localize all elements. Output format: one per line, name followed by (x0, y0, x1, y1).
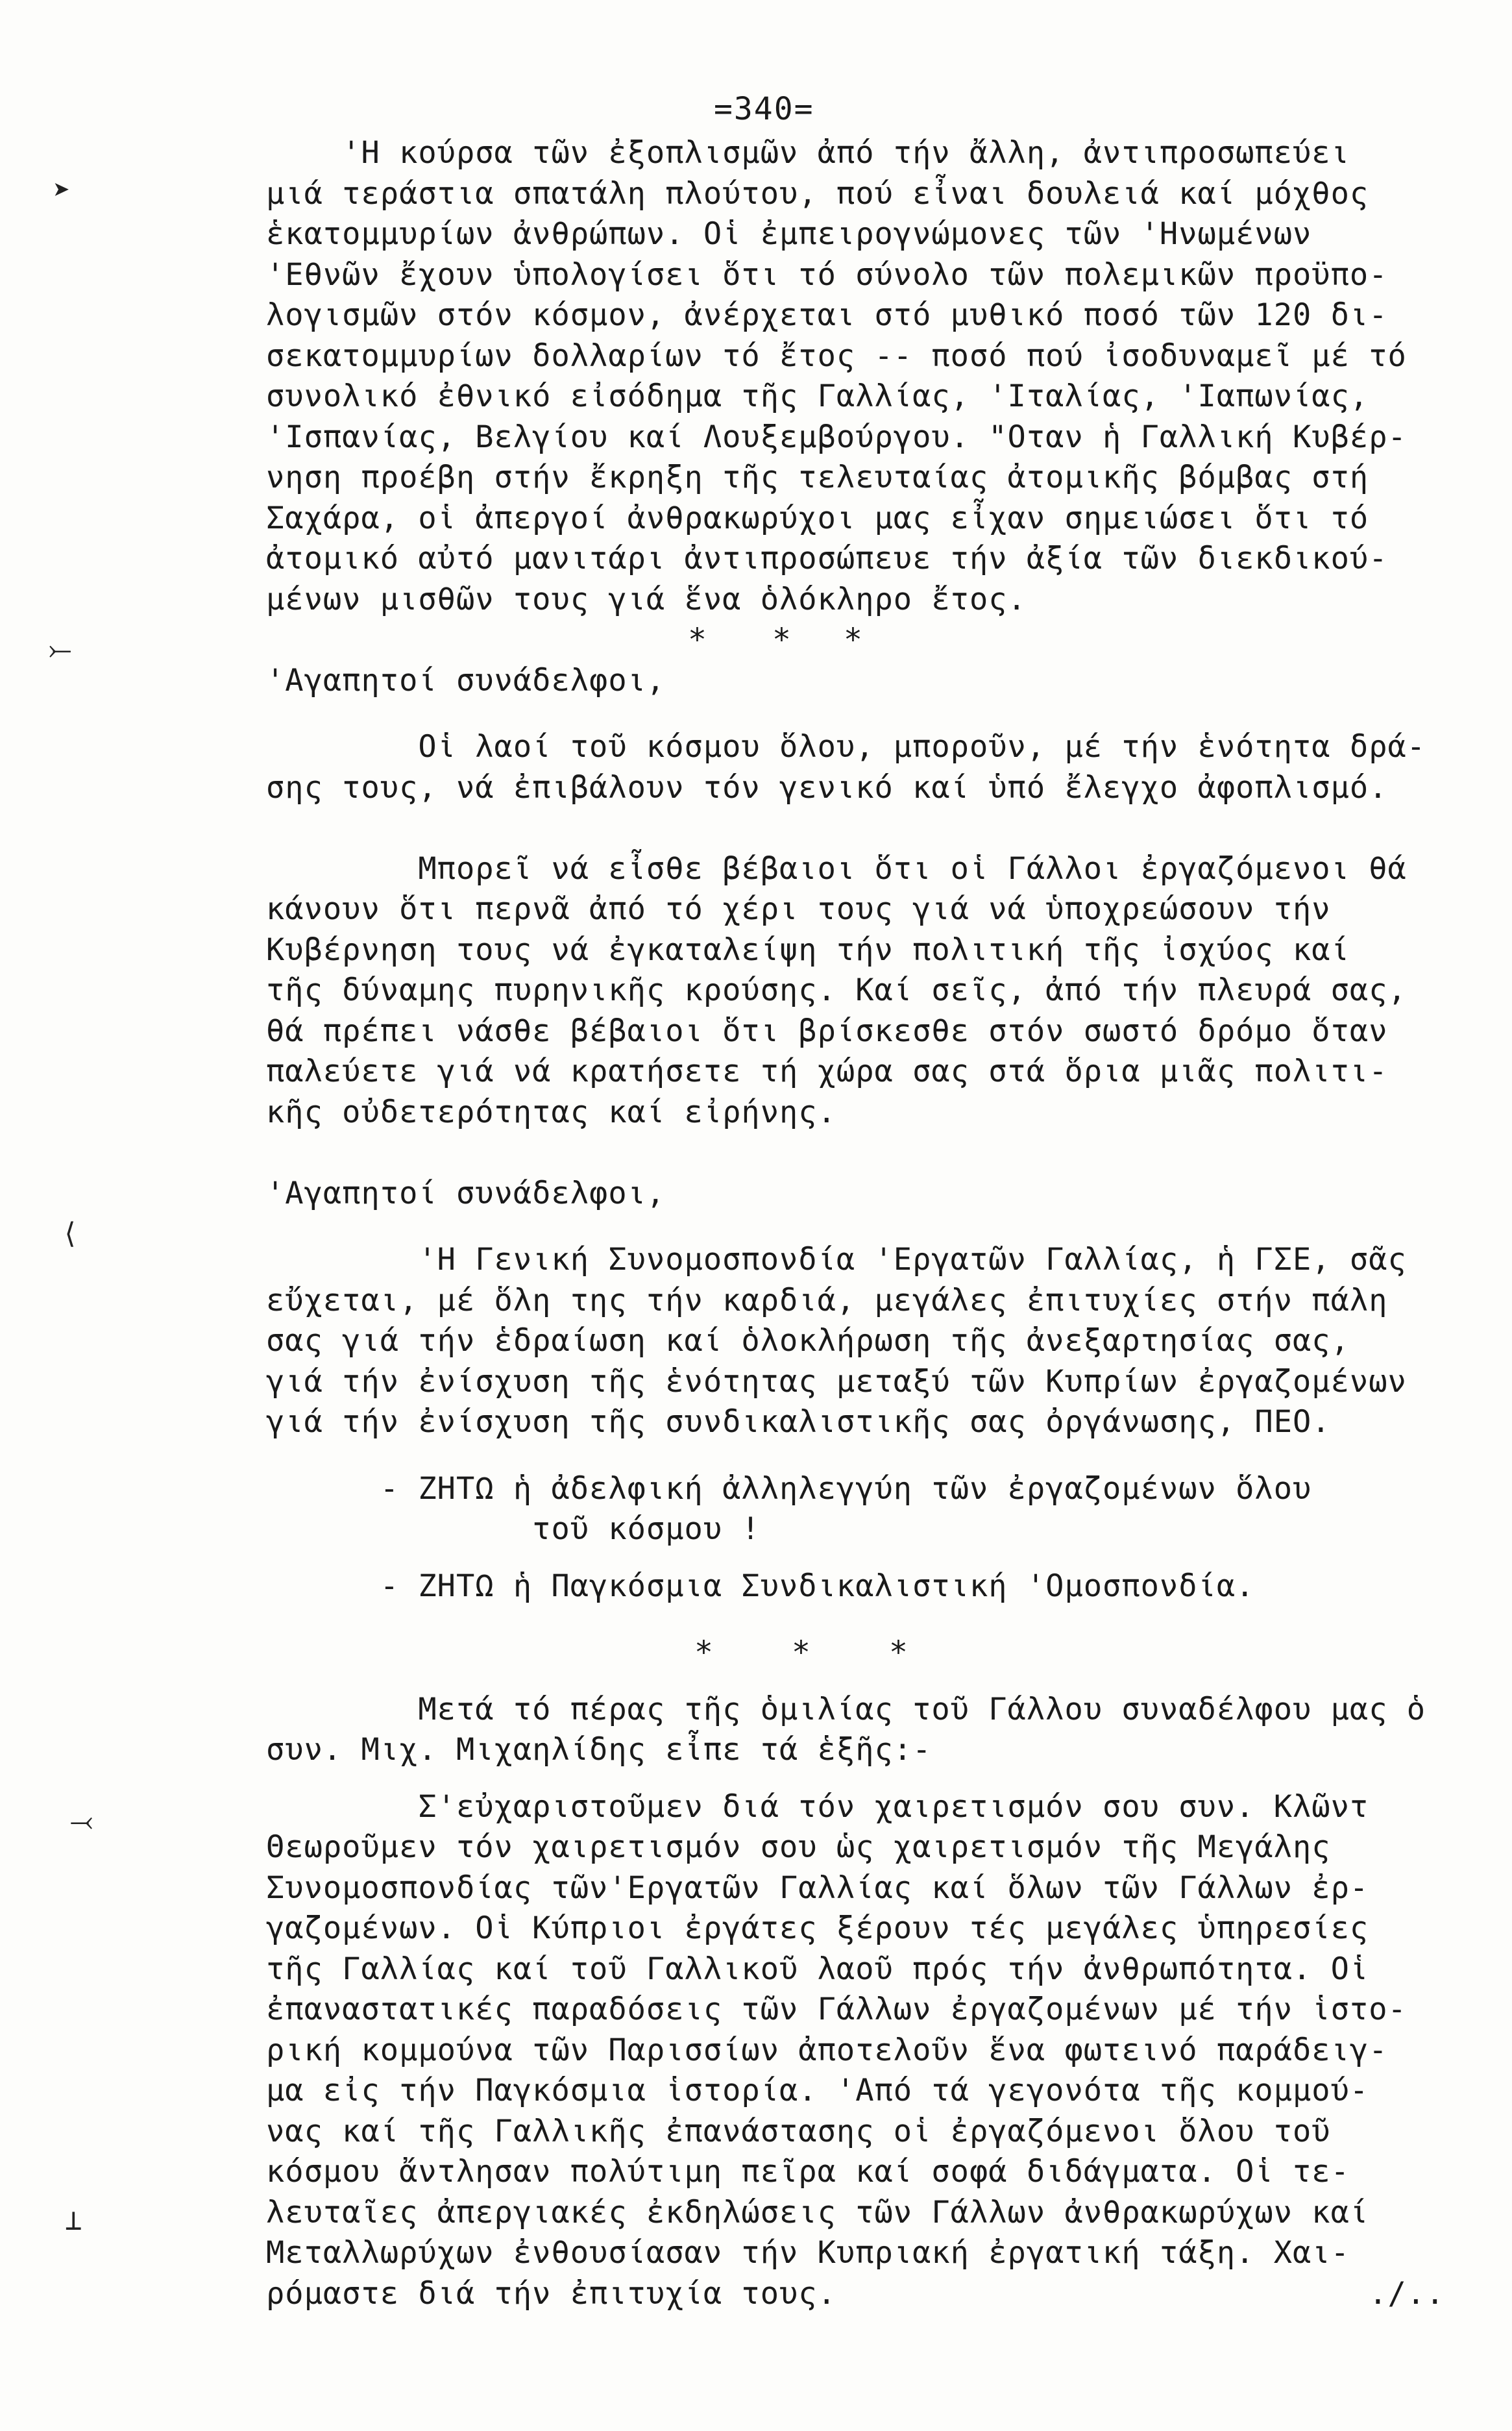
text-line: γαζομένων. Οἱ Κύπριοι ἐργάτες ξέρουν τές μεγάλες ὑπηρεσίες (266, 1910, 1369, 1946)
text-line: ρική κομμούνα τῶν Παρισσίων ἀποτελοῦν ἕνα φωτεινό παράδειγ- (266, 2032, 1388, 2068)
separator-asterisk: * (772, 622, 792, 658)
text-line: λευταῖες ἀπεργιακές ἐκδηλώσεις τῶν Γάλλων ἀνθρακωρύχων καί (266, 2194, 1369, 2230)
text-line: τῆς Γαλλίας καί τοῦ Γαλλικοῦ λαοῦ πρός τήν ἀνθρωπότητα. Οἱ (266, 1951, 1369, 1987)
separator-asterisk: * (792, 1635, 811, 1671)
text-line: σεκατομμυρίων δολλαρίων τό ἔτος -- ποσό πού ἰσοδυναμεῖ μέ τό (266, 338, 1407, 374)
margin-arrow-mark: ⤚ (49, 633, 72, 666)
text-line: Μεταλλωρύχων ἐνθουσίασαν τήν Κυπριακή ἐργατική τάξη. Χαι- (266, 2235, 1350, 2271)
text-line: 'Εθνῶν ἔχουν ὑπολογίσει ὅτι τό σύνολο τῶν πολεμικῶν προϋπο- (266, 256, 1388, 293)
text-line: Μπορεῖ νά εἶσθε βέβαιοι ὅτι οἱ Γάλλοι ἐργαζόμενοι θά (266, 850, 1407, 887)
salutation: 'Αγαπητοί συνάδελφοι, (266, 662, 666, 698)
text-line: μένων μισθῶν τους γιά ἕνα ὁλόκληρο ἔτος. (266, 581, 1027, 617)
text-line: μιά τεράστια σπατάλη πλούτου, πού εἶναι δουλειά καί μόχθος (266, 175, 1369, 212)
text-line: τῆς δύναμης πυρηνικῆς κρούσης. Καί σεῖς, ἀπό τήν πλευρά σας, (266, 972, 1407, 1008)
paragraph-michailidis-intro (266, 1690, 1486, 1771)
text-line: νηση προέβη στήν ἔκρηξη τῆς τελευταίας ἀτομικῆς βόμβας στή (266, 460, 1369, 495)
separator-asterisk: * (688, 622, 707, 658)
text-line: θά πρέπει νάσθε βέβαιοι ὅτι βρίσκεσθε στόν σωστό δρόμο ὅταν (266, 1013, 1388, 1049)
text-line: σας γιά τήν ἑδραίωση καί ὁλοκλήρωση τῆς ἀνεξαρτησίας σας, (266, 1323, 1350, 1359)
paragraph-french-workers (266, 849, 1486, 1133)
margin-tick-mark: ⊥ (65, 2204, 82, 2237)
text-line: μα εἰς τήν Παγκόσμια ἱστορία. 'Από τά γεγονότα τῆς κομμού- (266, 2073, 1369, 2108)
text-line: ρόμαστε διά τήν ἐπιτυχία τους. ./.. (266, 2275, 1445, 2312)
text-line: 'Ισπανίας, Βελγίου καί Λουξεμβούργου. "Οταν ἡ Γαλλική Κυβέρ- (266, 419, 1407, 455)
slogan-item: - ΖΗΤΩ ἡ ἀδελφική ἀλληλεγγύη τῶν ἐργαζομένων ὅλου (266, 1470, 1312, 1507)
text-line: λογισμῶν στόν κόσμον, ἀνέρχεται στό μυθικό ποσό τῶν 120 δι- (266, 297, 1388, 333)
section-separator (266, 620, 1486, 661)
section-separator (266, 1633, 1486, 1673)
text-line: ἀτομικό αὐτό μανιτάρι ἀντιπροσώπευε τήν ἀξία τῶν διεκδικού- (266, 541, 1388, 576)
separator-asterisk: * (844, 622, 863, 658)
text-line: Κυβέρνηση τους νά ἐγκαταλείψη τήν πολιτική τῆς ἰσχύος καί (266, 932, 1350, 968)
text-line: παλεύετε γιά νά κρατήσετε τή χώρα σας στά ὅρια μιᾶς πολιτι- (266, 1054, 1388, 1089)
text-line: νας καί τῆς Γαλλικῆς ἐπανάστασης οἱ ἐργαζόμενοι ὅλου τοῦ (266, 2113, 1331, 2149)
text-line: κάνουν ὅτι περνᾶ ἀπό τό χέρι τους γιά νά ὑποχρεώσουν τήν (266, 891, 1331, 927)
text-line: κῆς οὐδετερότητας καί εἰρήνης. (266, 1094, 836, 1130)
paragraph-disarmament (266, 727, 1486, 808)
salutation: 'Αγαπητοί συνάδελφοι, (266, 1175, 666, 1211)
text-line: 'Η κούρσα τῶν ἐξοπλισμῶν ἀπό τήν ἄλλη, ἀντιπροσωπεύει (266, 135, 1350, 171)
slogans-list (266, 1469, 1486, 1607)
text-line: συνολικό ἐθνικό εἰσόδημα τῆς Γαλλίας, 'Ιταλίας, 'Ιαπωνίας, (266, 378, 1369, 414)
paragraph-cgt-wishes (266, 1240, 1486, 1443)
text-line: 'Η Γενική Συνομοσπονδία 'Εργατῶν Γαλλίας, ἡ ΓΣΕ, σᾶς (266, 1242, 1407, 1277)
paragraph-arms-race (266, 133, 1486, 620)
text-line: Οἱ λαοί τοῦ κόσμου ὅλου, μποροῦν, μέ τήν ἑνότητα δρά- (266, 729, 1426, 765)
text-line: γιά τήν ἐνίσχυση τῆς ἑνότητας μεταξύ τῶν Κυπρίων ἐργαζομένων (266, 1363, 1407, 1400)
text-line: Συνομοσπονδίας τῶν'Εργατῶν Γαλλίας καί ὅλων τῶν Γάλλων ἐρ- (266, 1870, 1369, 1906)
slogan-item: - ΖΗΤΩ ἡ Παγκόσμια Συνδικαλιστική 'Ομοσπονδία. (266, 1568, 1255, 1604)
text-line: ἐπαναστατικές παραδόσεις τῶν Γάλλων ἐργαζομένων μέ τήν ἱστο- (266, 1992, 1407, 2027)
separator-asterisk: * (694, 1635, 714, 1671)
text-line: κόσμου ἄντλησαν πολύτιμη πεῖρα καί σοφά διδάγματα. Οἱ τε- (266, 2154, 1350, 2190)
text-line: εὔχεται, μέ ὅλη της τήν καρδιά, μεγάλες ἐπιτυχίες στήν πάλη (266, 1282, 1388, 1318)
text-line: σης τους, νά ἐπιβάλουν τόν γενικό καί ὑπό ἔλεγχο ἀφοπλισμό. (266, 769, 1388, 806)
page-number: =340= (714, 91, 814, 127)
margin-arrow-mark: ➤ (53, 174, 71, 207)
document-body (266, 133, 1486, 2314)
margin-arrow-mark: ⤙ (70, 1805, 93, 1838)
separator-asterisk: * (889, 1635, 908, 1671)
text-line: γιά τήν ἐνίσχυση τῆς συνδικαλιστικῆς σας ὀργάνωσης, ΠΕΟ. (266, 1404, 1331, 1440)
text-line: Μετά τό πέρας τῆς ὁμιλίας τοῦ Γάλλου συναδέλφου μας ὁ (266, 1691, 1426, 1727)
text-line: Θεωροῦμεν τόν χαιρετισμόν σου ὡς χαιρετισμόν τῆς Μεγάλης (266, 1829, 1331, 1865)
text-line: Σ'εὐχαριστοῦμεν διά τόν χαιρετισμόν σου συν. Κλῶντ (266, 1788, 1369, 1825)
slogan-item-continuation: τοῦ κόσμου ! (266, 1511, 761, 1547)
text-line: Σαχάρα, οἱ ἀπεργοί ἀνθρακωρύχοι μας εἶχαν σημειώσει ὅτι τό (266, 500, 1369, 536)
text-line: συν. Μιχ. Μιχαηλίδης εἶπε τά ἑξῆς:- (266, 1732, 932, 1768)
text-line: ἑκατομμυρίων ἀνθρώπων. Οἱ ἐμπειρογνώμονες τῶν 'Ηνωμένων (266, 216, 1312, 252)
paragraph-michailidis-reply (266, 1787, 1486, 2315)
margin-bracket-mark: ⟨ (62, 1217, 79, 1250)
